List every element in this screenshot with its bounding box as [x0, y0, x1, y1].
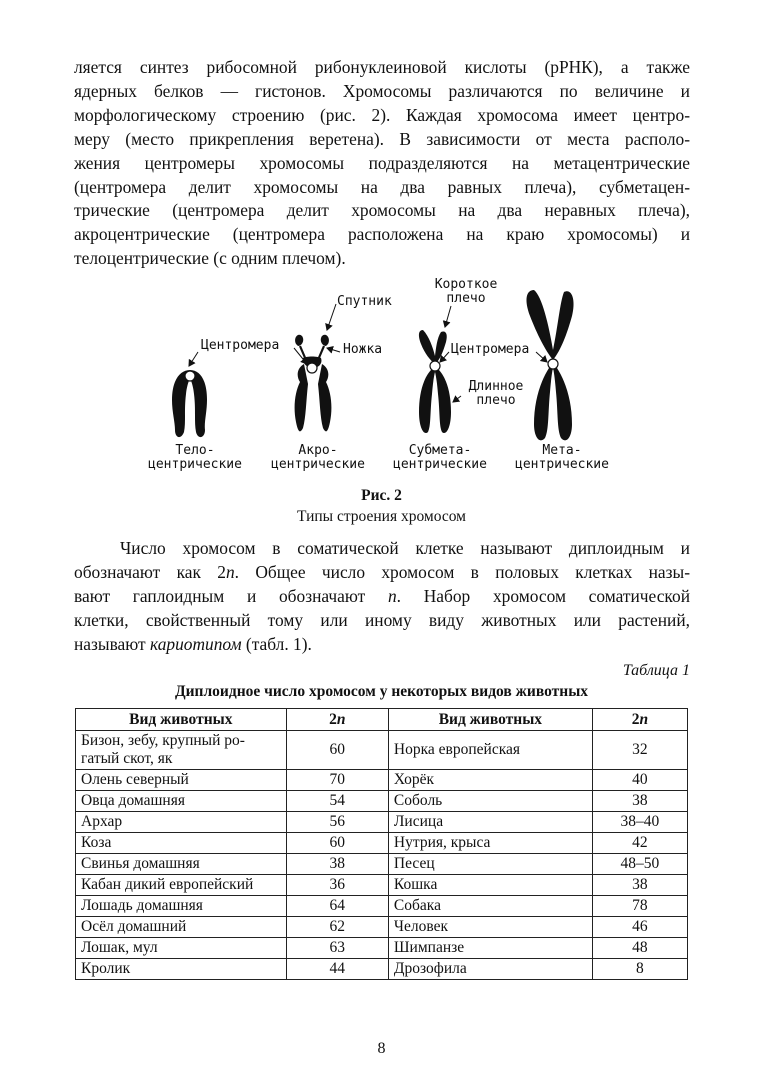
header-cell: Вид животных — [388, 709, 592, 731]
text-line: Число хромосом в соматической клетке называют диплоидным и — [120, 538, 690, 558]
arrow — [445, 306, 451, 327]
text-line: трические (центромера делит хромосомы на два неравных плеча), — [74, 200, 690, 221]
table-cell: 54 — [286, 791, 388, 812]
text-line: акроцентрические (центромера расположена на краю хромосомы) и — [74, 224, 690, 245]
figure-caption-subtitle: Типы строения хромосом — [296, 508, 466, 525]
table-cell: 46 — [592, 917, 687, 938]
table-cell: 48 — [592, 938, 687, 959]
table-cell: 60 — [286, 833, 388, 854]
table-cell: 78 — [592, 896, 687, 917]
table-cell: 62 — [286, 917, 388, 938]
telocentric-chromosome — [172, 370, 207, 437]
table-cell: 60 — [286, 731, 388, 770]
table-row — [76, 770, 688, 791]
text-line: меру (место прикрепления веретена). В зависимости от места располо- — [74, 128, 690, 149]
table-cell: Песец — [388, 854, 592, 875]
table-cell: 36 — [286, 875, 388, 896]
metacentric-chromosome — [527, 290, 574, 440]
table-cell: 8 — [592, 959, 687, 980]
table-cell: 38–40 — [592, 812, 687, 833]
table-cell: 48–50 — [592, 854, 687, 875]
label-sputnik: Спутник — [337, 294, 392, 309]
header-cell: 2n — [286, 709, 388, 731]
table-row — [76, 938, 688, 959]
table-header-row — [76, 709, 688, 731]
table-row — [76, 854, 688, 875]
header-cell: Вид животных — [76, 709, 287, 731]
table-row — [76, 875, 688, 896]
table-cell: Шимпанзе — [388, 938, 592, 959]
table-cell: Собака — [388, 896, 592, 917]
table-cell: Лошадь домашняя — [76, 896, 287, 917]
text-line: (центромера делит хромосомы на два равных плеча), субметацен- — [74, 176, 690, 197]
text-line: называют кариотипом (табл. 1). — [74, 633, 312, 654]
text-line: жения центромеры хромосомы подразделяются на метацентрические — [74, 152, 690, 173]
table-cell: Дрозофила — [388, 959, 592, 980]
table-row — [76, 896, 688, 917]
arrow — [453, 396, 461, 402]
table-row — [76, 791, 688, 812]
table-cell: Коза — [76, 833, 287, 854]
text-line: морфологическому строению (рис. 2). Каждая хромосома имеет центро- — [74, 104, 690, 125]
table-row — [76, 812, 688, 833]
arrow — [327, 304, 336, 330]
text-line: ляется синтез рибосомной рибонуклеиновой кислоты (рРНК), а также — [74, 57, 690, 77]
table-cell: Человек — [388, 917, 592, 938]
table-row — [76, 833, 688, 854]
table-cell: Кошка — [388, 875, 592, 896]
type-label-metacentric: Мета- центрические — [515, 443, 609, 472]
label-centromere: Центромера — [201, 338, 280, 353]
table-cell: Олень северный — [76, 770, 287, 791]
table-cell: 32 — [592, 731, 687, 770]
chromosome-table — [75, 708, 688, 980]
page-number: 8 — [377, 1040, 386, 1057]
table-cell: 40 — [592, 770, 687, 791]
text-line: обозначают как 2n. Общее число хромосом в половых клетках назы- — [74, 561, 690, 582]
acrocentric-chromosome — [295, 335, 332, 432]
submetacentric-chromosome — [419, 330, 451, 433]
header-cell: 2n — [592, 709, 687, 731]
type-label-acrocentric: Акро- центрические — [271, 443, 365, 472]
table-cell: Хорёк — [388, 770, 592, 791]
top-paragraph — [74, 56, 690, 271]
table-cell: Свинья домашняя — [76, 854, 287, 875]
table-title: Диплоидное число хромосом у некоторых видов животных — [174, 683, 589, 700]
text-line: клетки, свойственный тому или иному виду животных или растений, — [74, 609, 690, 630]
table-cell: 70 — [286, 770, 388, 791]
table-cell: 44 — [286, 959, 388, 980]
chromosome-figure — [0, 272, 763, 482]
table-cell: 56 — [286, 812, 388, 833]
arrow — [327, 348, 340, 352]
table-cell: Кролик — [76, 959, 287, 980]
table-cell: Архар — [76, 812, 287, 833]
table-cell: Норка европейская — [388, 731, 592, 770]
text-line: вают гаплоидным и обозначают n. Набор хромосом соматической — [74, 585, 690, 606]
type-label-submetacentric: Субмета- центрические — [393, 443, 487, 472]
table-cell: 38 — [286, 854, 388, 875]
label-centromere-2: Центромера — [451, 342, 530, 357]
table-row — [76, 959, 688, 980]
middle-paragraph — [74, 537, 690, 657]
arrow — [189, 352, 198, 366]
table-row — [76, 731, 688, 770]
table-cell: Кабан дикий европейский — [76, 875, 287, 896]
table-cell: Нутрия, крыса — [388, 833, 592, 854]
table-cell: 42 — [592, 833, 687, 854]
table-cell: Лошак, мул — [76, 938, 287, 959]
label-nozhka: Ножка — [343, 342, 383, 357]
table-cell: 38 — [592, 875, 687, 896]
table-cell: Бизон, зебу, крупный ро-гатый скот, як — [76, 731, 287, 770]
table-cell: 38 — [592, 791, 687, 812]
table-cell: Осёл домашний — [76, 917, 287, 938]
table-cell: 63 — [286, 938, 388, 959]
label-short-arm: Короткое плечо — [434, 277, 498, 306]
type-label-telocentric: Тело- центрические — [148, 443, 242, 472]
table-cell: Лисица — [388, 812, 592, 833]
text-line: телоцентрические (с одним плечом). — [74, 248, 346, 269]
arrow — [536, 352, 547, 362]
table-cell: Соболь — [388, 791, 592, 812]
table-row — [76, 917, 688, 938]
figure-caption-title: Рис. 2 — [361, 487, 402, 504]
table-cell: Овца домашняя — [76, 791, 287, 812]
table-number: Таблица 1 — [622, 662, 690, 679]
label-long-arm: Длинное плечо — [468, 379, 524, 408]
table-cell: 64 — [286, 896, 388, 917]
text-line: ядерных белков — гистонов. Хромосомы различаются по величине и — [74, 80, 690, 101]
